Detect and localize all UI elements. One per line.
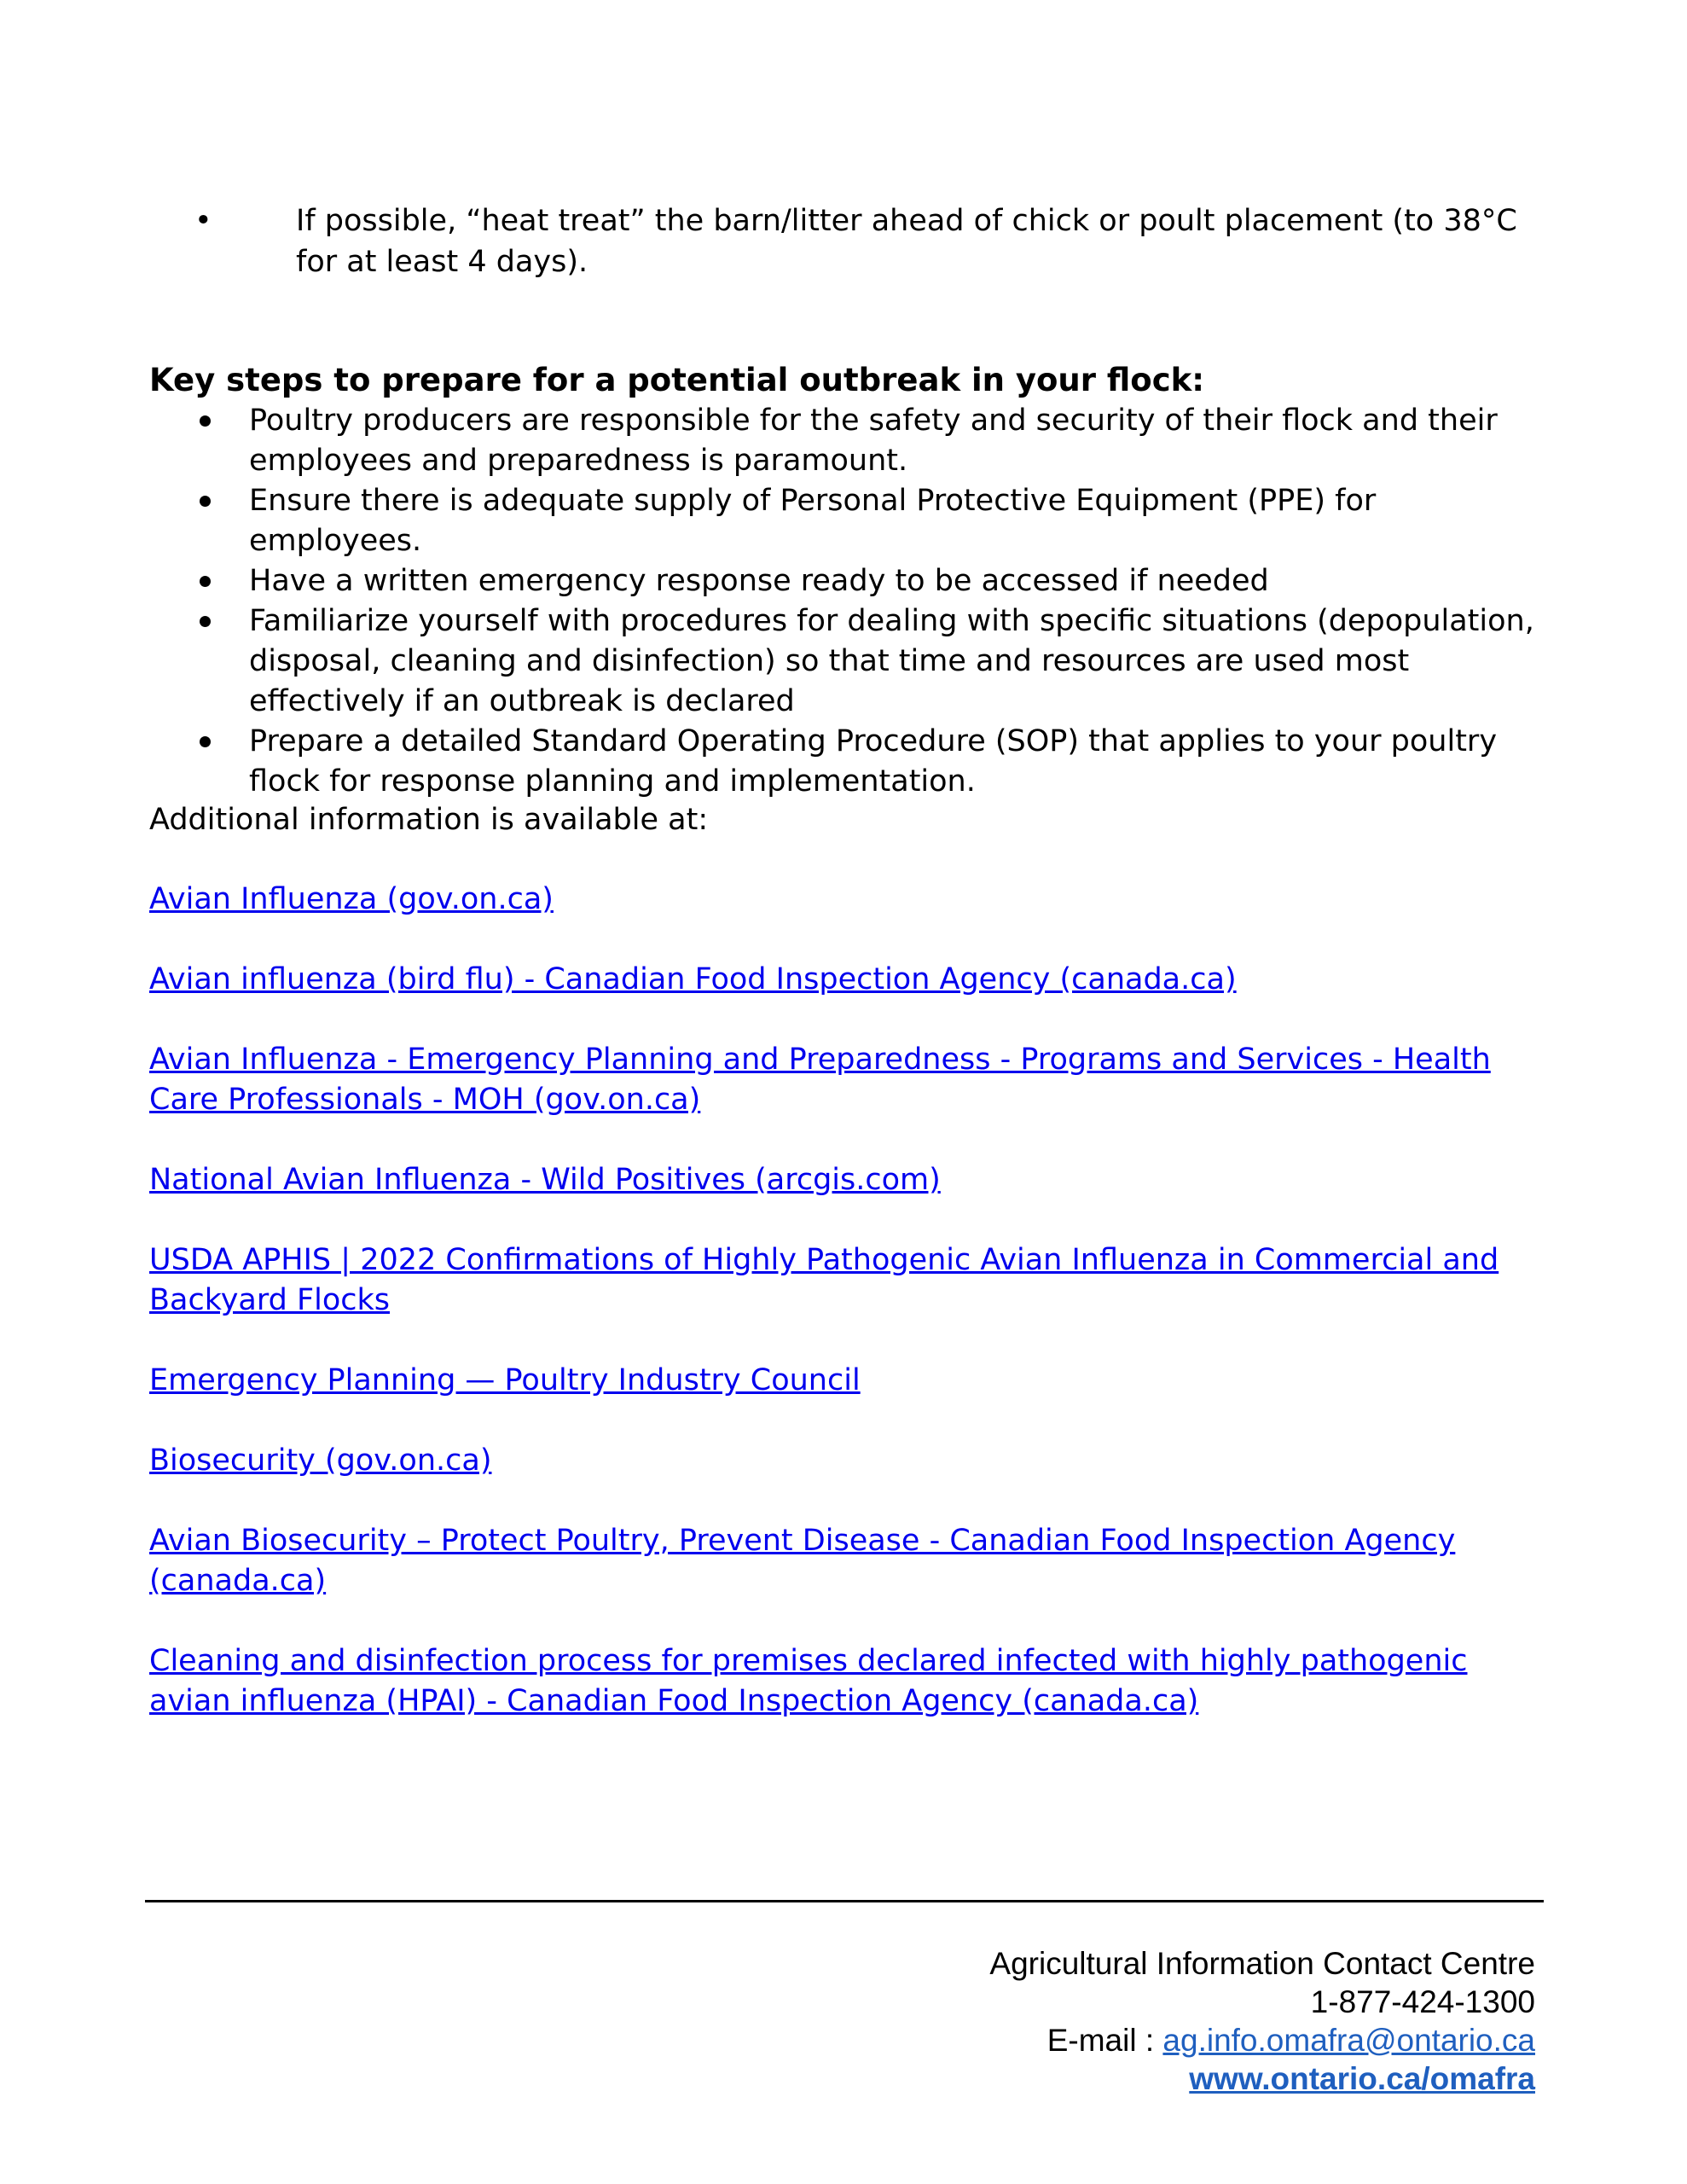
- footer-divider: [145, 1900, 1544, 1902]
- link-biosecurity-ontario[interactable]: Biosecurity (gov.on.ca): [149, 1443, 492, 1478]
- list-item-text: Poultry producers are responsible for the safety and security of their flock and their employees and preparedness is paramount.: [249, 404, 1498, 478]
- email-link[interactable]: ag.info.omafra@ontario.ca: [1162, 2023, 1535, 2058]
- contact-block: [989, 1944, 1535, 2098]
- bullet-marker: •: [194, 204, 212, 238]
- contact-website-line: [989, 2059, 1535, 2098]
- list-item: [149, 722, 1548, 802]
- bullet-dot-icon: [200, 415, 211, 427]
- link-cfia-avian-biosecurity[interactable]: Avian Biosecurity – Protect Poultry, Prevent Disease - Canadian Food Inspection Agency (canada.ca): [149, 1524, 1456, 1598]
- bullet-dot-icon: [200, 616, 211, 627]
- link-usda-aphis-confirmations[interactable]: USDA APHIS | 2022 Confirmations of Highly Pathogenic Avian Influenza in Commercial and Backyard Flocks: [149, 1243, 1499, 1317]
- contact-phone: 1-877-424-1300: [1310, 1984, 1535, 2019]
- email-label: E-mail :: [1046, 2023, 1163, 2058]
- key-steps-heading: Key steps to prepare for a potential outbreak in your flock:: [149, 362, 1205, 398]
- intro-bullet-text: If possible, “heat treat” the barn/litter ahead of chick or poult placement (to 38°C for at least 4 days).: [296, 204, 1517, 279]
- resource-links: [149, 880, 1531, 1762]
- link-avian-influenza-ontario[interactable]: Avian Influenza (gov.on.ca): [149, 882, 554, 916]
- list-item: [149, 481, 1548, 561]
- list-item-text: Have a written emergency response ready to be accessed if needed: [249, 564, 1269, 598]
- link-moh-emergency-planning[interactable]: Avian Influenza - Emergency Planning and Preparedness - Programs and Services - Health Care Professionals - MOH (gov.on.ca): [149, 1043, 1491, 1117]
- link-cfia-cleaning-disinfection[interactable]: Cleaning and disinfection process for premises declared infected with highly pathogenic avian influenza (HPAI) - Canadian Food Inspection Agency (canada.ca): [149, 1644, 1468, 1718]
- list-item-text: Familiarize yourself with procedures for dealing with specific situations (depopulation, disposal, cleaning and disinfection) so that time and resources are used most effectively if an outbreak is declared: [249, 604, 1534, 718]
- contact-email-line: [989, 2021, 1535, 2059]
- list-item-text: Prepare a detailed Standard Operating Procedure (SOP) that applies to your poultry flock for response planning and implementation.: [249, 724, 1498, 799]
- additional-info-text: Additional information is available at:: [149, 803, 709, 837]
- bullet-dot-icon: [200, 736, 211, 747]
- link-poultry-industry-council[interactable]: Emergency Planning — Poultry Industry Council: [149, 1363, 861, 1397]
- contact-org: Agricultural Information Contact Centre: [989, 1946, 1535, 1981]
- list-item-text: Ensure there is adequate supply of Personal Protective Equipment (PPE) for employees.: [249, 484, 1377, 558]
- list-item: [149, 401, 1548, 481]
- link-cfia-avian-influenza[interactable]: Avian influenza (bird flu) - Canadian Food Inspection Agency (canada.ca): [149, 962, 1237, 996]
- list-item: [149, 601, 1548, 722]
- list-item: [149, 561, 1548, 601]
- key-steps-list: [149, 401, 1548, 802]
- bullet-dot-icon: [200, 576, 211, 587]
- link-wild-positives-map[interactable]: National Avian Influenza - Wild Positives (arcgis.com): [149, 1163, 941, 1197]
- bullet-dot-icon: [200, 496, 211, 507]
- website-link[interactable]: www.ontario.ca/omafra: [1189, 2061, 1535, 2096]
